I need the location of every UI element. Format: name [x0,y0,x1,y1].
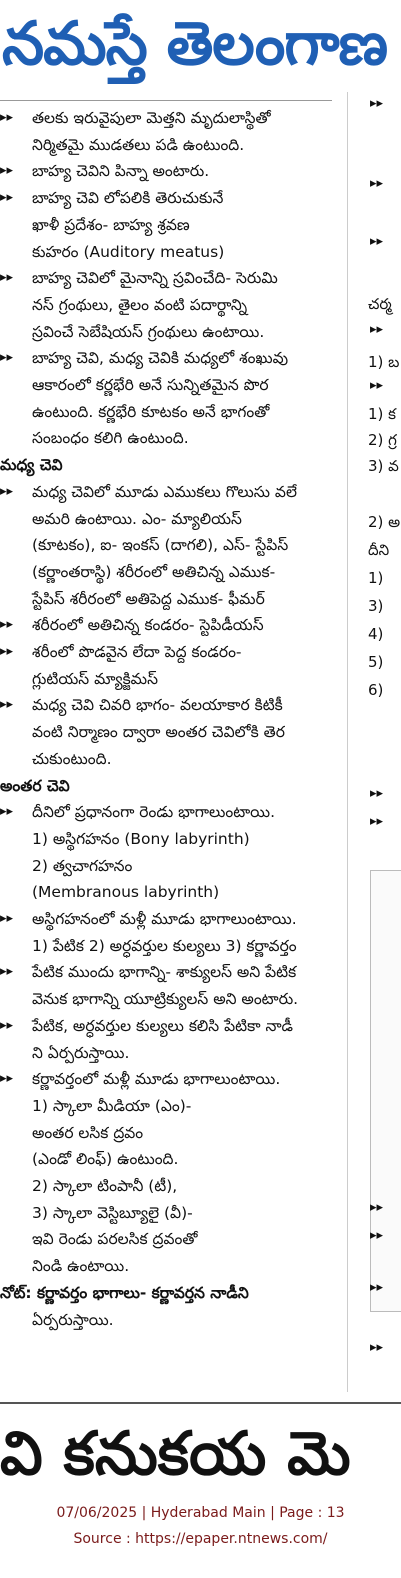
side-fragment: 1) క [368,405,396,423]
text-line [0,400,336,424]
double-arrow-bullet-icon: ▸▸ [0,617,14,632]
text-line [0,880,336,904]
double-arrow-bullet-icon: ▸▸ [370,322,384,337]
line-text: 1) అస్థిగహనం (Bony labyrinth) [32,830,250,848]
double-arrow-bullet-icon: ▸▸ [0,1018,14,1033]
double-arrow-bullet-icon: ▸▸ [0,163,14,178]
line-text: 2) స్కాలా టింపానీ (టీ), [32,1177,178,1195]
text-line [0,106,336,130]
text-line [0,213,336,237]
line-text: నోట్: కర్ణావర్తం భాగాలు- కర్ణావర్తన నాడీని [0,1284,249,1302]
footer-source-line: Source : https://epaper.ntnews.com/ [73,1531,328,1547]
line-text: బాహ్య చెవి లోపలికి తెరుచుకునే [32,189,224,207]
text-line [0,613,336,637]
text-line [0,1041,336,1065]
double-arrow-bullet-icon: ▸▸ [370,176,384,191]
text-line [0,133,336,157]
double-arrow-bullet-icon: ▸▸ [0,270,14,285]
text-line [0,800,336,824]
line-text: స్టేపిస్ శరీరంలో అతిపెద్ద ఎముక- ఫీమర్ [32,590,265,608]
line-text: బాహ్య చెవిలో మైనాన్ని స్రవించేది- సెరుమి [32,269,278,287]
text-line [0,987,336,1011]
text-line [0,587,336,611]
line-text: వెనుక భాగాన్ని యూట్రిక్యులస్ అని అంటారు. [32,990,299,1008]
line-text: (కర్ణాంతరాస్థి) శరీరంలో అతిచిన్న ఎముక- [32,563,276,581]
side-fragment: 2) గ్ర [368,431,397,449]
text-line [0,480,336,504]
adjacent-column [347,92,401,1392]
line-text: మధ్య చెవిలో మూడు ఎముకలు గొలుసు వలే [32,483,297,501]
line-text: ని ఏర్పరుస్తాయి. [32,1044,130,1062]
line-text: పేటిక ముందు భాగాన్ని- శాక్యులస్ అని పేటిక [32,963,297,981]
section-heading [0,453,336,477]
double-arrow-bullet-icon: ▸▸ [0,964,14,979]
text-line [0,1227,336,1251]
double-arrow-bullet-icon: ▸▸ [370,1228,384,1243]
line-text: అంతర చెవి [0,777,70,795]
line-text: ఏర్పరుస్తాయి. [32,1311,114,1329]
epaper-footer [0,1500,401,1578]
article-column [0,106,336,1381]
text-line [0,1014,336,1038]
text-line [0,159,336,183]
text-line [0,373,336,397]
line-text: నస్ గ్రంథులు, తైలం వంటి పదార్థాన్ని [32,296,248,314]
line-text: అస్థిగహనంలో మళ్లీ మూడు భాగాలుంటాయి. [32,910,297,928]
line-text: బాహ్య చెవి, మధ్య చెవికి మధ్యలో శంఖువు [32,349,289,367]
line-text: మధ్య చెవి చివరి భాగం- వలయాకార కిటికీ [32,696,283,714]
text-line [0,854,336,878]
line-text: ఆకారంలో కర్ణభేరి అనే సున్నితమైన పొర [32,376,269,394]
divider [0,100,332,101]
line-text: కర్ణావర్తంలో మళ్లీ మూడు భాగాలుంటాయి. [32,1070,281,1088]
double-arrow-bullet-icon: ▸▸ [0,804,14,819]
text-line [0,1094,336,1118]
double-arrow-bullet-icon: ▸▸ [370,234,384,249]
line-text: స్రవించే సెబేషియస్ గ్రంథులు ఉంటాయి. [32,323,265,341]
text-line [0,293,336,317]
text-line [0,720,336,744]
text-line [0,907,336,931]
double-arrow-bullet-icon: ▸▸ [0,350,14,365]
text-line [0,1147,336,1171]
line-text: ఇవి రెండు పరలసిక ద్రవంతో [32,1230,198,1248]
line-text: దీనిలో ప్రధానంగా రెండు భాగాలుంటాయి. [32,803,276,821]
line-text: తలకు ఇరువైపులా మెత్తని మృదులాస్థితో [32,109,271,127]
double-arrow-bullet-icon: ▸▸ [0,1071,14,1086]
text-line [0,934,336,958]
line-text: సంబంధం కలిగి ఉంటుంది. [32,429,189,447]
footer-date-line: 07/06/2025 | Hyderabad Main | Page : 13 [56,1505,345,1521]
text-line [0,1308,336,1332]
line-text: నిండి ఉంటాయి. [32,1257,130,1275]
text-line [0,346,336,370]
line-text: శరీరంలో అతిచిన్న కండరం- స్టెపిడీయస్ [32,616,264,634]
line-text: కుహరం (Auditory meatus) [32,243,225,261]
line-text: నిర్మితమై ముడతలు పడి ఉంటుంది. [32,136,245,154]
line-text: (ఎండో లింఫ్) ఉంటుంది. [32,1150,179,1168]
side-fragment: 3) [368,597,384,615]
text-line [0,320,336,344]
text-line [0,960,336,984]
double-arrow-bullet-icon: ▸▸ [370,786,384,801]
side-fragment: 6) [368,681,384,699]
line-text: గ్లుటియస్ మ్యాక్జిమస్ [32,670,158,688]
side-fragment: 5) [368,653,384,671]
line-text: వంటి నిర్మాణం ద్వారా అంతర చెవిలోకి తెర [32,723,285,741]
section-heading [0,774,336,798]
text-line [0,1201,336,1225]
double-arrow-bullet-icon: ▸▸ [0,911,14,926]
line-text: 1) పేటిక 2) అర్ధవర్తుల కుల్యలు 3) కర్ణావర్తం [32,937,297,955]
side-fragment: చర్మ [368,295,392,313]
line-text: బాహ్య చెవిని పిన్నా అంటారు. [32,162,210,180]
text-line [0,667,336,691]
line-text: (Membranous labyrinth) [32,883,220,901]
double-arrow-bullet-icon: ▸▸ [0,484,14,499]
divider [0,1402,401,1404]
side-fragment: 1) బ [368,353,400,371]
double-arrow-bullet-icon: ▸▸ [0,190,14,205]
line-text: పేటిక, అర్ధవర్తుల కుల్యలు కలిసి పేటికా నాడీ [32,1017,294,1035]
line-text: (కూటకం), ఐ- ఇంకస్ (దాగలి), ఎస్- స్టేపిస్ [32,536,289,554]
text-line [0,240,336,264]
next-article-headline: వి కనుకయ మె [0,1419,351,1489]
newspaper-title: నమస్తే తెలంగాణ [2,9,388,79]
line-text: శరీంలో పొడవైన లేదా పెద్ద కండరం- [32,643,242,661]
text-line [0,1121,336,1145]
line-text: అంతర లసిక ద్రవం [32,1124,144,1142]
text-line [0,1254,336,1278]
text-line [0,507,336,531]
double-arrow-bullet-icon: ▸▸ [370,814,384,829]
text-line [0,1067,336,1091]
double-arrow-bullet-icon: ▸▸ [0,644,14,659]
line-text: అమరి ఉంటాయి. ఎం- మ్యాలియస్ [32,510,242,528]
double-arrow-bullet-icon: ▸▸ [0,697,14,712]
line-text: ఉంటుంది. కర్ణభేరి కూటకం అనే భాగంతో [32,403,270,421]
text-line [0,827,336,851]
line-text: 1) స్కాలా మీడియా (ఎం)- [32,1097,192,1115]
text-line [0,186,336,210]
masthead [0,0,401,92]
line-text: ఖాళీ ప్రదేశం- బాహ్య శ్రవణ [32,216,190,234]
text-line [0,560,336,584]
double-arrow-bullet-icon: ▸▸ [370,1280,384,1295]
side-fragment: 2) అ [368,513,401,531]
text-line [0,426,336,450]
text-line [0,747,336,771]
line-text: చుకుంటుంది. [32,750,112,768]
side-fragment: దీని [368,541,390,559]
double-arrow-bullet-icon: ▸▸ [370,1340,384,1355]
double-arrow-bullet-icon: ▸▸ [0,110,14,125]
line-text: మధ్య చెవి [0,456,63,474]
text-line [0,693,336,717]
line-text: 2) త్వచాగహనం [32,857,133,875]
text-line [0,640,336,664]
section-heading [0,1281,336,1305]
text-line [0,1174,336,1198]
side-fragment: 3) వ [368,457,399,475]
double-arrow-bullet-icon: ▸▸ [370,378,384,393]
text-line [0,266,336,290]
line-text: 3) స్కాలా వెస్టిబ్యూలై (వీ)- [32,1204,193,1222]
side-fragment: 1) [368,569,384,587]
text-line [0,533,336,557]
double-arrow-bullet-icon: ▸▸ [370,1200,384,1215]
side-fragment: 4) [368,625,384,643]
double-arrow-bullet-icon: ▸▸ [370,96,384,111]
